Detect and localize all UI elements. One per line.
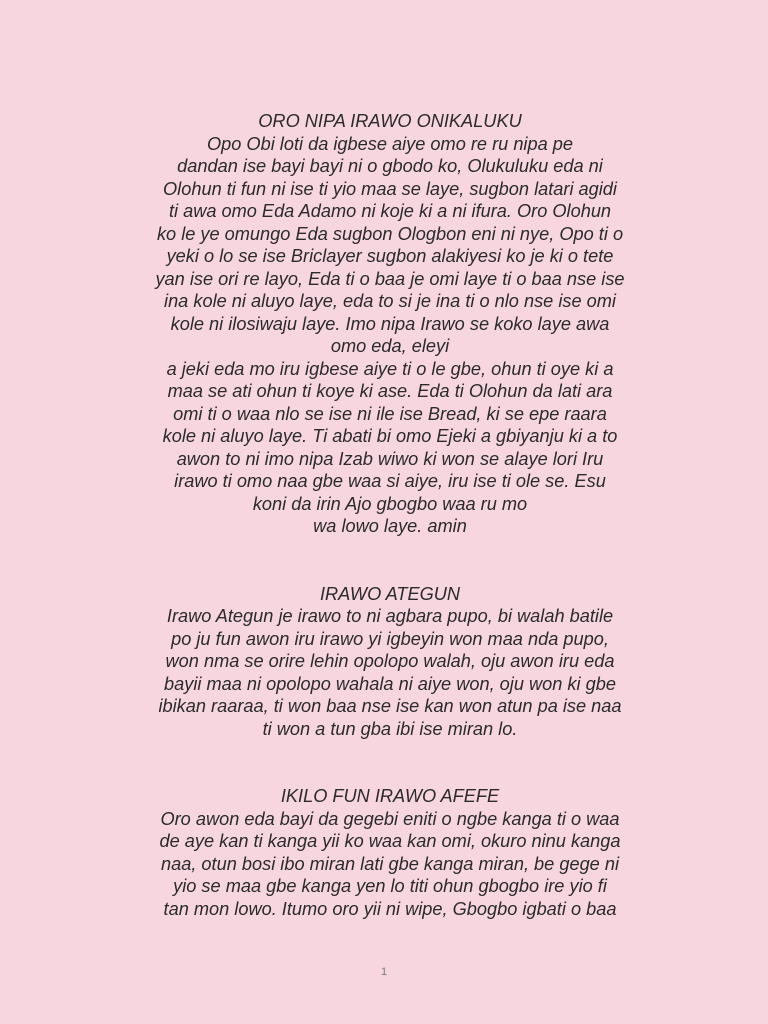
paragraph-line: yeki o lo se ise Briclayer sugbon alakiyesi ko je ki o tete xyxy=(166,246,614,266)
paragraph-line: ibikan raaraa, ti won baa nse ise kan won atun pa ise naa xyxy=(158,696,622,716)
paragraph-line: omo eda, eleyi xyxy=(330,336,450,356)
paragraph-line: kole ni ilosiwaju laye. Imo nipa Irawo se koko laye awa xyxy=(170,313,610,334)
section-title: ORO NIPA IRAWO ONIKALUKU xyxy=(258,111,522,131)
paragraph-line: wa lowo laye. amin xyxy=(313,516,467,536)
section-irawo-ategun xyxy=(120,583,660,741)
section-title: IKILO FUN IRAWO AFEFE xyxy=(280,786,500,806)
paragraph-line: naa, otun bosi ibo miran lati gbe kanga miran, be gege ni xyxy=(160,853,620,874)
paragraph-line: Olohun ti fun ni ise ti yio maa se laye, sugbon latari agidi xyxy=(163,178,617,199)
paragraph-line: de aye kan ti kanga yii ko waa kan omi, okuro ninu kanga xyxy=(159,831,621,851)
paragraph-line: ti awa omo Eda Adamo ni koje ki a ni ifura. Oro Olohun xyxy=(168,201,612,221)
paragraph-line: omi ti o waa nlo se ise ni ile ise Bread, ki se epe raara xyxy=(173,403,607,424)
paragraph-line: dandan ise bayi bayi ni o gbodo ko, Olukuluku eda ni xyxy=(177,156,603,176)
paragraph-line: bayii maa ni opolopo wahala ni aiye won, oju won ki gbe xyxy=(164,673,616,694)
paragraph-line: po ju fun awon iru irawo yi igbeyin won maa nda pupo, xyxy=(171,628,609,649)
paragraph-line: maa se ati ohun ti koye ki ase. Eda ti Olohun da lati ara xyxy=(167,381,613,401)
page-number: 1 xyxy=(380,966,388,978)
paragraph-line: Oro awon eda bayi da gegebi eniti o ngbe kanga ti o waa xyxy=(160,808,620,829)
paragraph-line: won nma se orire lehin opolopo walah, oju awon iru eda xyxy=(165,651,615,671)
paragraph-line: a jeki eda mo iru igbese aiye ti o le gbe, ohun ti oye ki a xyxy=(166,358,614,379)
paragraph-line: yio se maa gbe kanga yen lo titi ohun gbogbo ire yio fi xyxy=(173,876,607,896)
paragraph-line: kole ni aluyo laye. Ti abati bi omo Ejeki a gbiyanju ki a to xyxy=(162,426,618,446)
paragraph-line: ti won a tun gba ibi ise miran lo. xyxy=(262,718,518,739)
document-body xyxy=(120,110,660,920)
paragraph-line: irawo ti omo naa gbe waa si aiye, iru ise ti ole se. Esu xyxy=(174,471,606,491)
paragraph-line: tan mon lowo. Itumo oro yii ni wipe, Gbogbo igbati o baa xyxy=(163,898,617,919)
section-title: IRAWO ATEGUN xyxy=(319,583,461,604)
paragraph-line: ko le ye omungo Eda sugbon Ologbon eni ni nye, Opo ti o xyxy=(156,223,624,244)
paragraph-line: Irawo Ategun je irawo to ni agbara pupo, bi walah batile xyxy=(166,606,614,626)
section-oro-nipa-irawo xyxy=(120,110,660,538)
paragraph-line: awon to ni imo nipa Izab wiwo ki won se alaye lori Iru xyxy=(176,448,604,469)
paragraph-line: koni da irin Ajo gbogbo waa ru mo xyxy=(252,493,528,514)
paragraph-line: yan ise ori re layo, Eda ti o baa je omi laye ti o baa nse ise xyxy=(155,268,625,289)
section-ikilo-fun-irawo-afefe xyxy=(120,785,660,920)
paragraph-line: Opo Obi loti da igbese aiye omo re ru nipa pe xyxy=(207,133,573,154)
paragraph-line: ina kole ni aluyo laye, eda to si je ina ti o nlo nse ise omi xyxy=(164,291,616,311)
